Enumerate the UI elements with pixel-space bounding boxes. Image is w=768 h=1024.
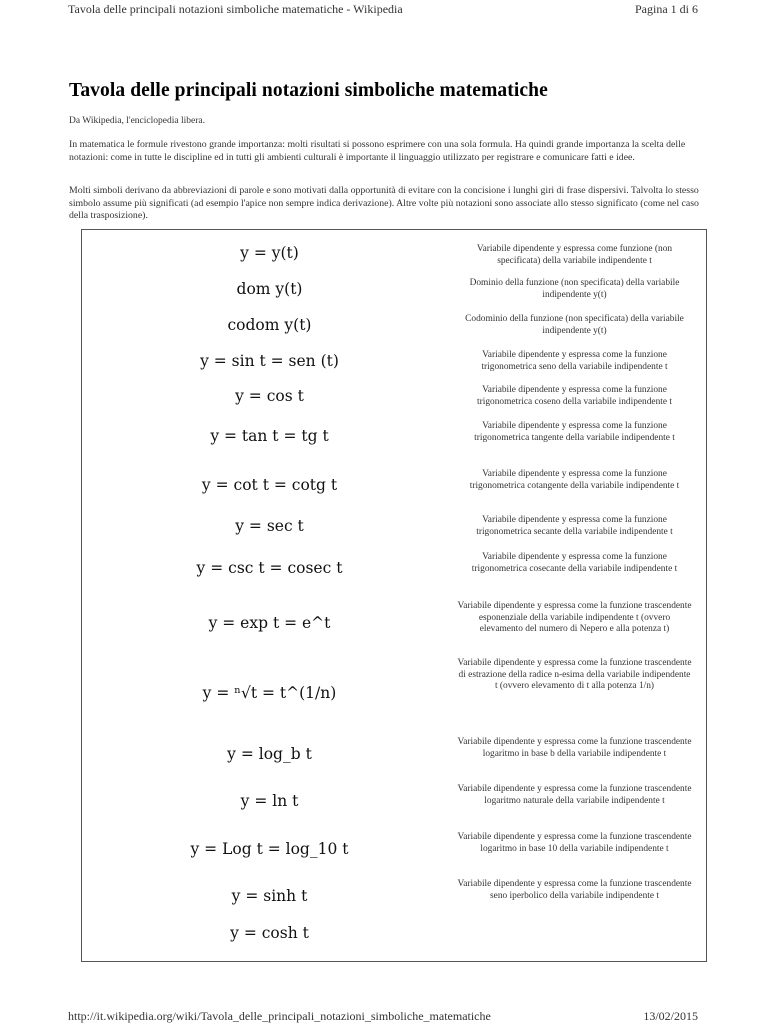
description: Variabile dipendente y espressa come la funzione trigonometrica cotangente della variabile indipendente t (469, 469, 680, 491)
formula: dom y(t) (236, 280, 303, 298)
formula: y = sec t (235, 517, 304, 535)
page-title: Tavola delle principali notazioni simboliche matematiche (69, 80, 548, 101)
formula: y = cosh t (230, 924, 309, 942)
formula: y = y(t) (240, 244, 299, 262)
formula: y = Log t = log_10 t (190, 840, 349, 858)
formula: y = cos t (235, 387, 304, 405)
formula: y = tan t = tg t (210, 427, 329, 445)
formula: y = log_b t (227, 745, 312, 763)
intro-paragraph: In matematica le formule rivestono grande importanza: molti risultati si possono esprimere con una sola formula. Ha quindi grande importanza la scelta delle notazioni: come in tutte le discipline ed in tutti gli ambienti culturali è importante il linguaggio utilizzato per registrare e comunicare fatti e idee. (69, 139, 686, 163)
formula: y = exp t = e^t (208, 614, 331, 632)
description: Dominio della funzione (non specificata) della variabile indipendente y(t) (469, 278, 680, 300)
header-doc-title: Tavola delle principali notazioni simboliche matematiche - Wikipedia (68, 2, 403, 16)
formula: y = sin t = sen (t) (200, 352, 339, 370)
formula: y = csc t = cosec t (196, 559, 343, 577)
description: Variabile dipendente y espressa come funzione (non specificata) della variabile indipendente t (476, 244, 673, 266)
formula: y = ⁿ√t = t^(1/n) (202, 684, 337, 702)
description: Variabile dipendente y espressa come la funzione trascendente di estrazione della radice n-esima della variabile indipendente t (ovvero elevamento di t alla potenza 1/n) (457, 658, 692, 692)
description: Variabile dipendente y espressa come la funzione trascendente logaritmo in base b della variabile indipendente t (457, 737, 692, 759)
description: Variabile dipendente y espressa come la funzione trascendente esponenziale della variabile indipendente t (ovvero elevamento del numero di Nepero e alla potenza t) (457, 601, 692, 635)
footer-url: http://it.wikipedia.org/wiki/Tavola_delle_principali_notazioni_simboliche_matematiche (68, 1009, 491, 1023)
source-line: Da Wikipedia, l'enciclopedia libera. (69, 116, 205, 126)
footer-date: 13/02/2015 (643, 1009, 698, 1023)
description: Variabile dipendente y espressa come la funzione trascendente logaritmo naturale della variabile indipendente t (457, 784, 692, 806)
description: Variabile dipendente y espressa come la funzione trigonometrica coseno della variabile indipendente t (477, 385, 672, 407)
description: Variabile dipendente y espressa come la funzione trascendente seno iperbolico della variabile indipendente t (457, 879, 692, 901)
header-page-info: Pagina 1 di 6 (635, 2, 698, 16)
description: Codominio della funzione (non specificata) della variabile indipendente y(t) (465, 314, 684, 336)
notation-table (81, 229, 707, 962)
formula: y = cot t = cotg t (201, 476, 338, 494)
formula: y = ln t (240, 792, 299, 810)
print-footer (68, 1007, 698, 1024)
formula: y = sinh t (231, 887, 308, 905)
description: Variabile dipendente y espressa come la funzione trigonometrica secante della variabile indipendente t (476, 515, 673, 537)
print-header (68, 0, 698, 20)
formula: codom y(t) (227, 316, 312, 334)
description: Variabile dipendente y espressa come la funzione trascendente logaritmo in base 10 della variabile indipendente t (457, 832, 692, 854)
second-paragraph: Molti simboli derivano da abbreviazioni di parole e sono motivati dalla opportunità di evitare con la concisione i lunghi giri di frase dispersivi. Talvolta lo stesso simbolo assume più significati (ad esempio l'apice non sempre indica derivazione). Altre volte più notazioni sono associate allo stesso significato (come nel caso della trasposizione). (69, 185, 699, 221)
description: Variabile dipendente y espressa come la funzione trigonometrica tangente della variabile indipendente t (474, 421, 675, 443)
description: Variabile dipendente y espressa come la funzione trigonometrica seno della variabile indipendente t (481, 350, 668, 372)
description: Variabile dipendente y espressa come la funzione trigonometrica cosecante della variabile indipendente t (471, 552, 678, 574)
